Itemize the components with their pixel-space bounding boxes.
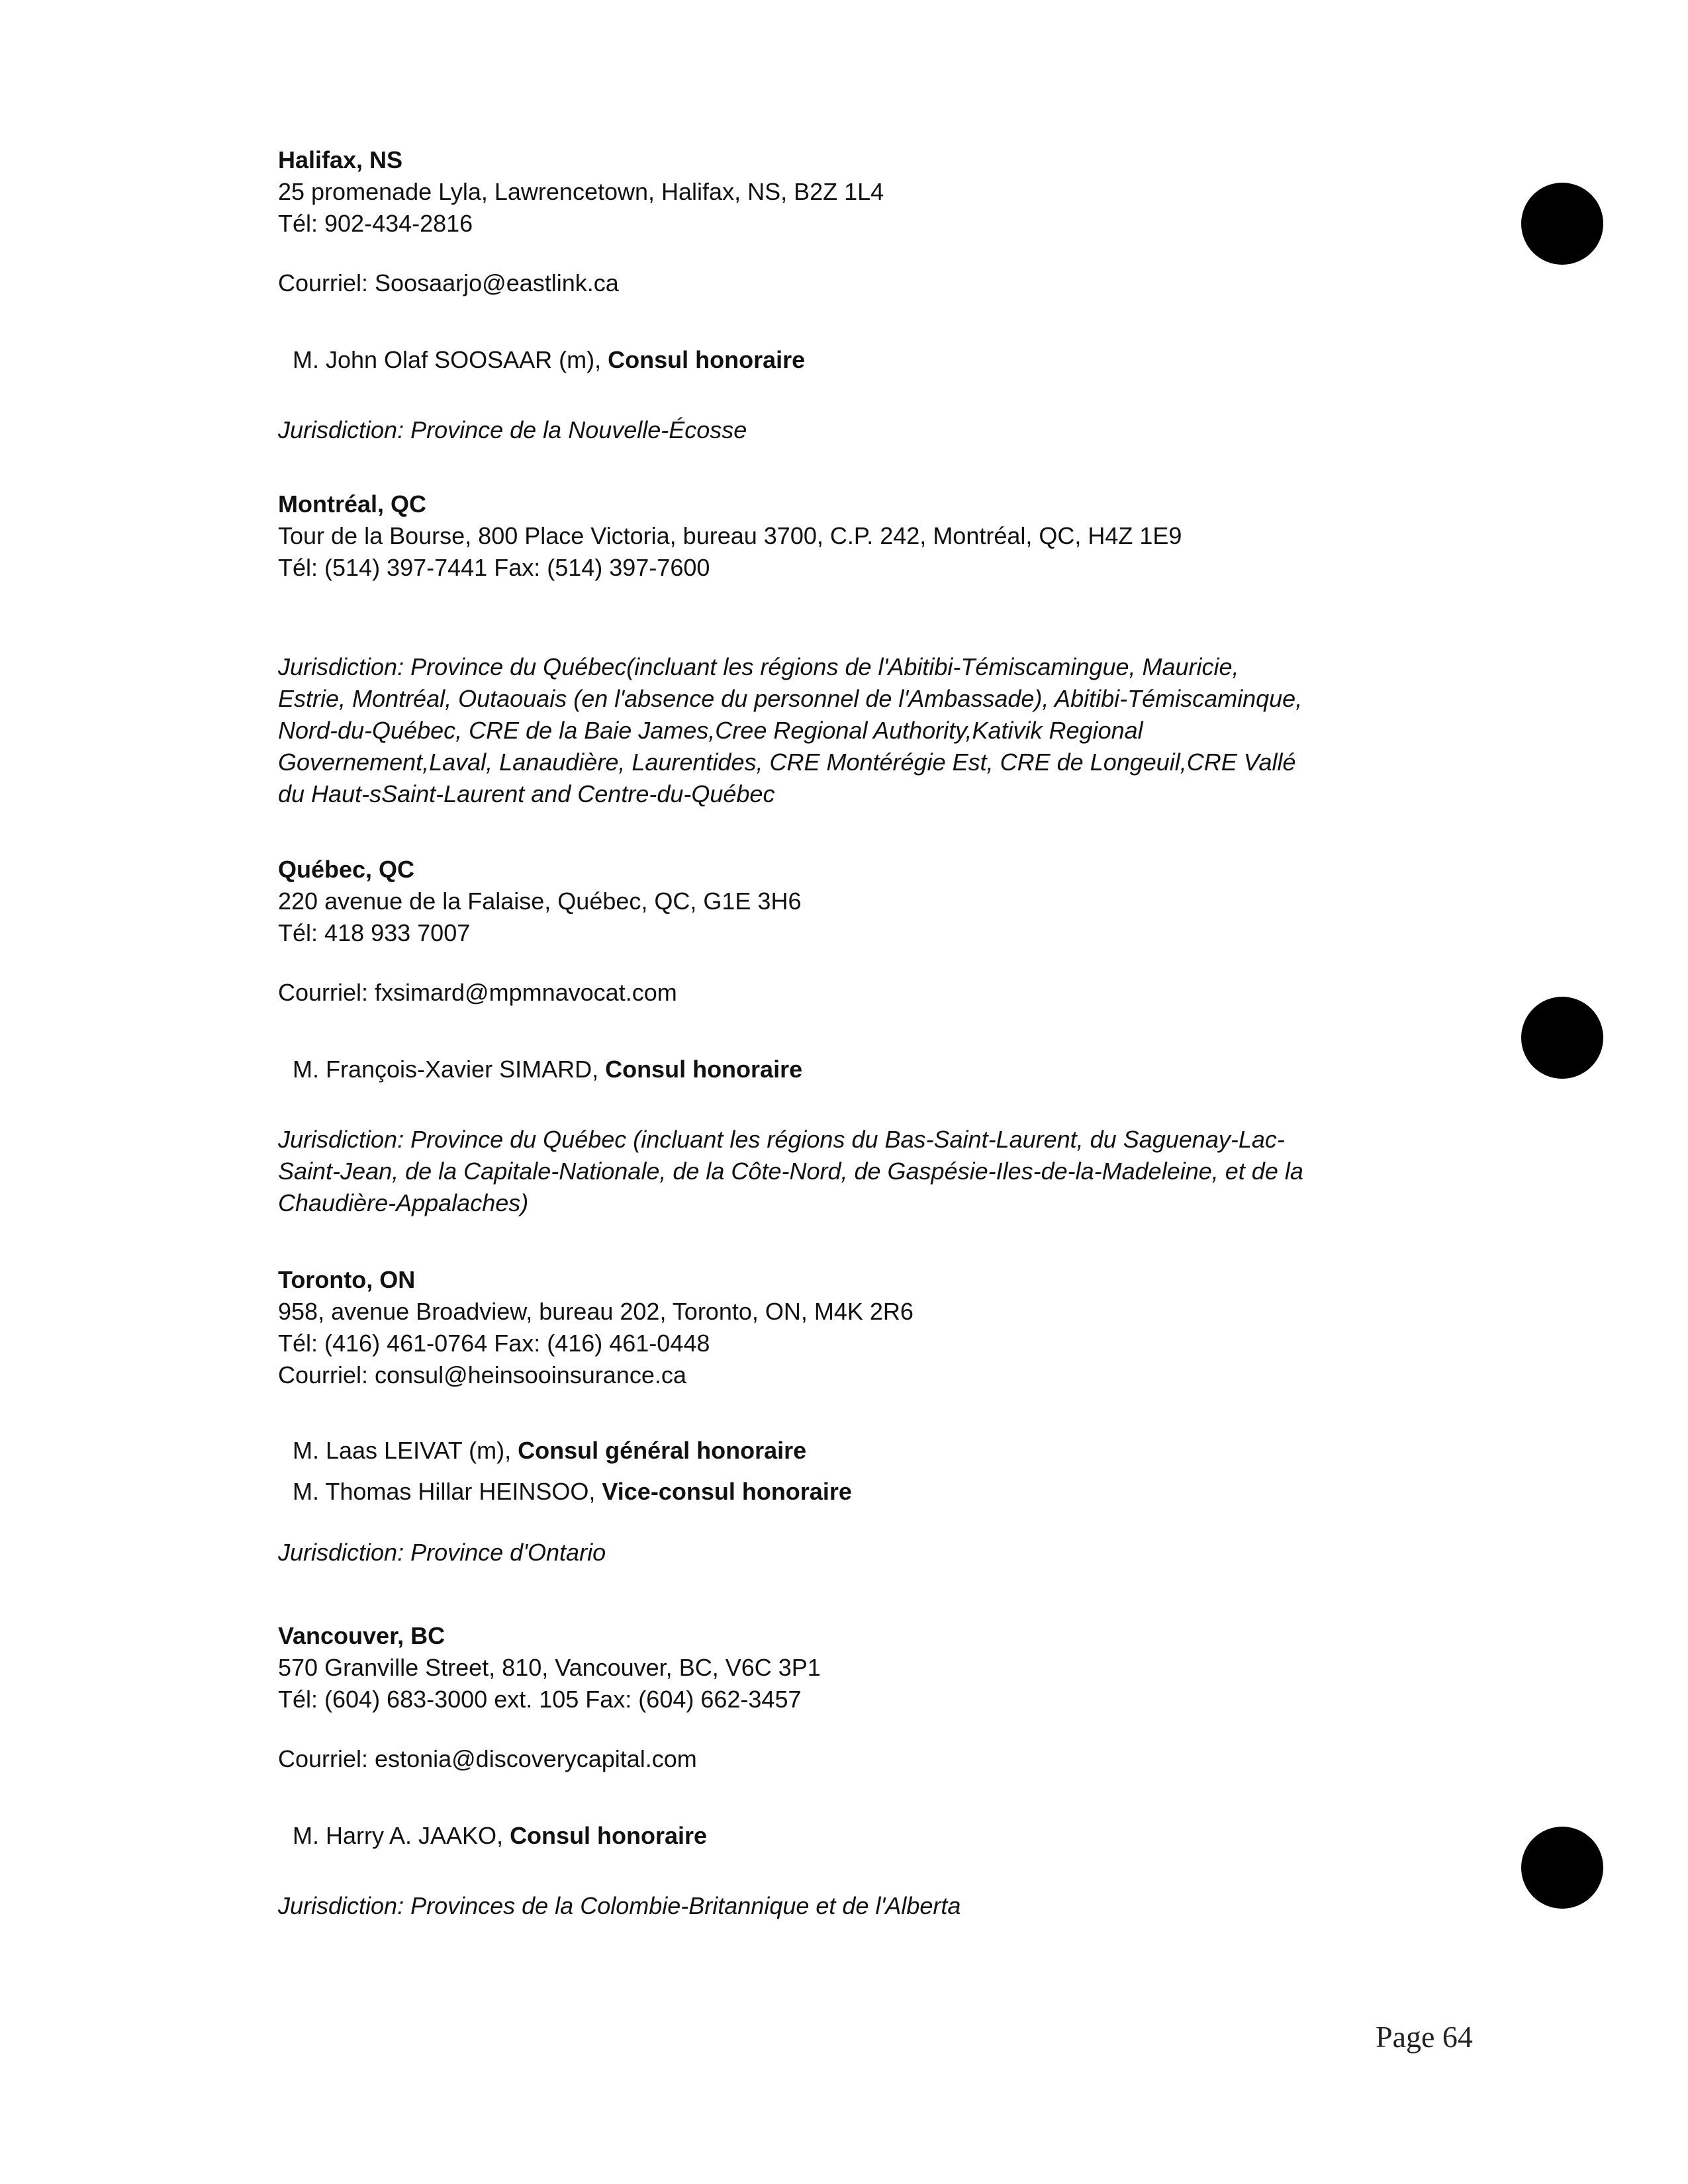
jurisdiction-line: Estrie, Montréal, Outaouais (en l'absence du personnel de l'Ambassade), Abitibi-Témiscaminque, — [278, 685, 1303, 712]
punch-hole-top — [1521, 183, 1603, 265]
person-soosaar — [293, 344, 1417, 376]
section-title: Halifax, NS — [278, 146, 403, 173]
person-name: M. François-Xavier SIMARD, — [293, 1056, 606, 1083]
email: Courriel: consul@heinsooinsurance.ca — [278, 1361, 686, 1388]
section-vancouver — [278, 1620, 1417, 1922]
jurisdiction-line: Governement,Laval, Lanaudière, Laurentides, CRE Montérégie Est, CRE de Longeuil,CRE Vallé — [278, 749, 1296, 776]
page-number: Page 64 — [1376, 2020, 1473, 2054]
jurisdiction-line: Saint-Jean, de la Capitale-Nationale, de la Côte-Nord, de Gaspésie-Iles-de-la-Madeleine, et de la — [278, 1158, 1303, 1185]
person-role: Vice-consul honoraire — [602, 1478, 852, 1505]
address: 958, avenue Broadview, bureau 202, Toronto, ON, M4K 2R6 — [278, 1298, 914, 1325]
jurisdiction-line: Nord-du-Québec, CRE de la Baie James,Cree Regional Authority,Kativik Regional — [278, 717, 1143, 744]
section-title: Toronto, ON — [278, 1266, 416, 1293]
address: Tour de la Bourse, 800 Place Victoria, bureau 3700, C.P. 242, Montréal, QC, H4Z 1E9 — [278, 522, 1182, 549]
address: 570 Granville Street, 810, Vancouver, BC, V6C 3P1 — [278, 1654, 821, 1681]
person-name: M. John Olaf SOOSAAR (m), — [293, 346, 608, 373]
jurisdiction: Jurisdiction: Province d'Ontario — [278, 1539, 606, 1566]
person-heinsoo — [293, 1476, 1417, 1508]
jurisdiction-line: du Haut-sSaint-Laurent and Centre-du-Québec — [278, 780, 775, 807]
jurisdiction: Jurisdiction: Provinces de la Colombie-Britannique et de l'Alberta — [278, 1892, 961, 1919]
phone: Tél: (514) 397-7441 Fax: (514) 397-7600 — [278, 554, 710, 581]
section-montreal — [278, 488, 1417, 810]
person-name: M. Laas LEIVAT (m), — [293, 1437, 518, 1464]
section-halifax — [278, 144, 1417, 446]
person-name: M. Harry A. JAAKO, — [293, 1822, 510, 1849]
jurisdiction-line: Jurisdiction: Province du Québec(incluant les régions de l'Abitibi-Témiscamingue, Mauricie, — [278, 653, 1239, 680]
person-role: Consul honoraire — [510, 1822, 708, 1849]
email: Courriel: fxsimard@mpmnavocat.com — [278, 979, 677, 1006]
jurisdiction: Jurisdiction: Province de la Nouvelle-Écosse — [278, 416, 747, 443]
section-quebec — [278, 854, 1417, 1219]
email: Courriel: Soosaarjo@eastlink.ca — [278, 269, 619, 296]
phone: Tél: (604) 683-3000 ext. 105 Fax: (604) 662-3457 — [278, 1686, 802, 1713]
phone: Tél: (416) 461-0764 Fax: (416) 461-0448 — [278, 1330, 710, 1357]
section-title: Montréal, QC — [278, 490, 427, 518]
person-jaako — [293, 1820, 1417, 1852]
phone: Tél: 902-434-2816 — [278, 210, 473, 237]
section-toronto — [278, 1264, 1417, 1569]
email: Courriel: estonia@discoverycapital.com — [278, 1745, 697, 1772]
punch-hole-bottom — [1521, 1827, 1603, 1909]
jurisdiction — [278, 1124, 1417, 1219]
phone: Tél: 418 933 7007 — [278, 919, 471, 946]
jurisdiction — [278, 651, 1417, 810]
person-role: Consul honoraire — [608, 346, 806, 373]
person-simard — [293, 1054, 1417, 1085]
person-role: Consul général honoraire — [518, 1437, 807, 1464]
jurisdiction-line: Chaudière-Appalaches) — [278, 1189, 529, 1216]
jurisdiction-line: Jurisdiction: Province du Québec (incluant les régions du Bas-Saint-Laurent, du Saguenay-Lac- — [278, 1126, 1285, 1153]
person-role: Consul honoraire — [605, 1056, 803, 1083]
address: 25 promenade Lyla, Lawrencetown, Halifax, NS, B2Z 1L4 — [278, 178, 884, 205]
section-title: Vancouver, BC — [278, 1622, 445, 1649]
person-name: M. Thomas Hillar HEINSOO, — [293, 1478, 602, 1505]
section-title: Québec, QC — [278, 856, 415, 883]
person-leivat — [293, 1435, 1417, 1467]
punch-hole-middle — [1521, 997, 1603, 1079]
address: 220 avenue de la Falaise, Québec, QC, G1E 3H6 — [278, 887, 802, 915]
